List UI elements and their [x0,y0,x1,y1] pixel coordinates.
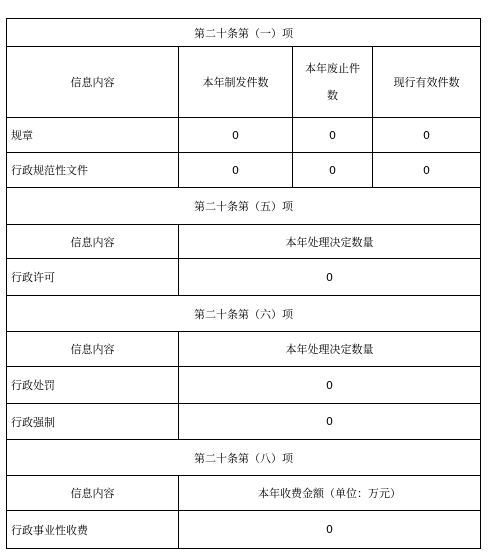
cell-issued: 0 [179,118,293,153]
header-abolished-count [293,47,373,118]
header-row [7,47,481,118]
header-row [7,476,481,511]
cell-issued: 0 [179,153,293,188]
cell-valid: 0 [373,153,481,188]
row-label: 行政许可 [7,259,179,296]
section-title: 第二十条第（八）项 [7,440,481,476]
cell-valid: 0 [373,118,481,153]
row-label: 行政事业性收费 [7,511,179,549]
header-fee-amount: 本年收费金额（单位：万元） [179,476,481,511]
cell-value: 0 [179,511,481,549]
cell-abolished: 0 [293,118,373,153]
header-info-content: 信息内容 [7,225,179,259]
table-row [7,153,481,188]
cell-value: 0 [179,367,481,404]
header-info-content: 信息内容 [7,47,179,118]
section-title: 第二十条第（五）项 [7,188,481,225]
row-label: 行政处罚 [7,367,179,404]
header-info-content: 信息内容 [7,476,179,511]
header-abolished-line2: 数 [327,89,338,102]
section-title: 第二十条第（六）项 [7,296,481,332]
cell-value: 0 [179,259,481,296]
header-valid-count: 现行有效件数 [373,47,481,118]
section-title-row [7,440,481,476]
row-label: 行政强制 [7,404,179,440]
table-row [7,404,481,440]
row-label: 规章 [7,118,179,153]
cell-value: 0 [179,404,481,440]
cell-abolished: 0 [293,153,373,188]
header-decision-count: 本年处理决定数量 [179,225,481,259]
row-label: 行政规范性文件 [7,153,179,188]
header-row [7,225,481,259]
header-issued-count: 本年制发件数 [179,47,293,118]
section-title-row [7,188,481,225]
header-decision-count: 本年处理决定数量 [179,332,481,367]
section-title: 第二十条第（一）项 [7,19,481,47]
table-row [7,511,481,549]
table-row [7,118,481,153]
section-title-row [7,296,481,332]
section-title-row [7,19,481,47]
header-info-content: 信息内容 [7,332,179,367]
header-row [7,332,481,367]
disclosure-table [6,18,481,549]
header-abolished-line1: 本年废止件 [305,62,360,75]
table-row [7,259,481,296]
table-row [7,367,481,404]
